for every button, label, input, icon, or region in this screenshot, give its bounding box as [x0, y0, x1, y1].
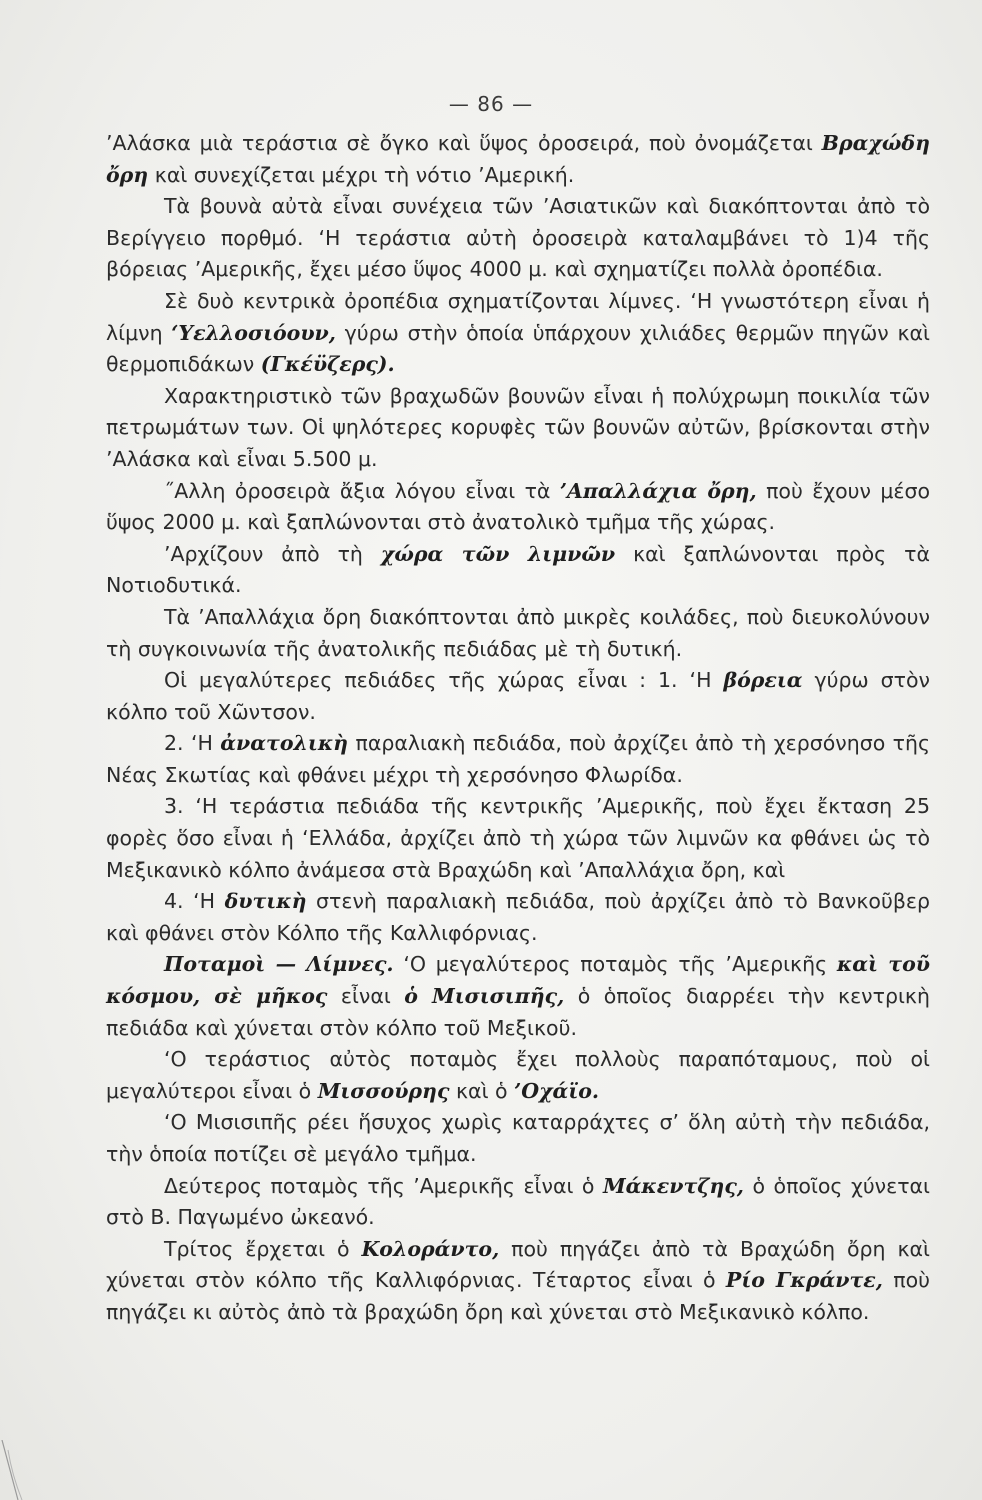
paragraph-14: ‘Ο Μισισιπῆς ρέει ἥσυχος χωρὶς καταρράχτες σ’ ὅλη αὐτὴ τὴν πεδιάδα, τὴν ὁποία ποτίζει σὲ μεγάλο τμῆμα.: [106, 1110, 930, 1166]
text-run: ˝Αλλη ὀροσειρὰ ἄξια λόγου εἶναι τὰ: [164, 478, 560, 503]
page-number: — 86 —: [448, 92, 534, 116]
body-text: [106, 128, 930, 1329]
text-run: ‘Ο μεγαλύτερος ποταμὸς τῆς ’Αμερικῆς: [393, 952, 837, 977]
term-world-length: καὶ τοῦ κόσμου, σὲ μῆκος: [106, 952, 931, 1009]
paragraph-3: [106, 286, 930, 381]
section-heading-rivers-lakes: Ποταμοὶ — Λίμνες.: [164, 952, 394, 977]
paragraph-6: [106, 539, 930, 602]
term-ohio: ’Οχάϊο.: [514, 1078, 600, 1103]
paragraph-16: [106, 1234, 930, 1329]
text-run: ποὺ πηγάζει ἀπὸ τὰ Βραχώδη ὄρη καὶ χύνεται στὸν κόλπο τῆς Καλλιφόρνιας. Τέταρτος εἶναι ὁ: [106, 1236, 930, 1293]
text-run: ’Αρχίζουν ἀπὸ τὴ: [164, 541, 381, 566]
term-vrachodi-ori: Βραχώδη ὄρη: [106, 131, 930, 187]
text-run: παραλιακὴ πεδιάδα, ποὺ ἀρχίζει ἀπὸ τὴ χερσόνησο τῆς Νέας Σκωτίας καὶ φθάνει μέχρι τὴ χερσόνησο Φλωρίδα.: [106, 731, 931, 787]
text-run: 2. ‘Η: [164, 731, 221, 756]
text-run: ὁ ὁποῖος χύνεται στὸ Β. Παγωμένο ὠκεανό.: [106, 1173, 930, 1230]
paragraph-10: 3. ‘Η τεράστια πεδιάδα τῆς κεντρικῆς ’Αμερικῆς, ποὺ ἔχει ἔκταση 25 φορὲς ὅσο εἶναι ἡ ‘Ελλάδα, ἀρχίζει ἀπὸ τὴ χώρα τῶν λιμνῶν κα φθάνει ὡς τὸ Μεξικανικὸ κόλπο ἀνάμεσα στὰ Βραχώδη καὶ ’Απαλλάχια ὄρη, καὶ: [106, 794, 930, 882]
text-run: εἶναι: [327, 984, 405, 1009]
text-run: Σὲ δυὸ κεντρικὰ ὀροπέδια σχηματίζονται λίμνες. ‘Η γνωστότερη εἶναι ἡ λίμνη: [106, 288, 930, 345]
term-eastern: ἀνατολικὴ: [220, 731, 349, 756]
term-lake-country: χώρα τῶν λιμνῶν: [380, 541, 616, 566]
paragraph-9: [106, 728, 930, 791]
text-run: καὶ ξαπλώνονται πρὸς τὰ Νοτιοδυτικά.: [106, 541, 930, 598]
term-rio-grande: Ρίο Γκράντε,: [725, 1268, 883, 1293]
paragraph-7: Τὰ ’Απαλλάχια ὄρη διακόπτονται ἀπὸ μικρὲς κοιλάδες, ποὺ διευκολύνουν τὴ συγκοινωνία τῆς ἀνατολικῆς πεδιάδας μὲ τὴ δυτική.: [106, 604, 930, 661]
text-run: Οἱ μεγαλύτερες πεδιάδες τῆς χώρας εἶναι : 1. ‘Η: [164, 668, 724, 693]
text-run: ὁ ὁποῖος διαρρέει τὴν κεντρικὴ πεδιάδα καὶ χύνεται στὸν κόλπο τοῦ Μεξικοῦ.: [106, 984, 930, 1040]
term-yellowstone: ‘Υελλοσιόουν,: [171, 320, 336, 345]
paragraph-5: [106, 476, 930, 539]
term-western: δυτικὴ: [224, 889, 307, 914]
text-run: στενὴ παραλιακὴ πεδιάδα, ποὺ ἀρχίζει ἀπὸ τὸ Βανκοῦβερ καὶ φθάνει στὸν Κόλπο τῆς Καλλιφόρνιας.: [106, 889, 930, 945]
paragraph-2: Τὰ βουνὰ αὐτὰ εἶναι συνέχεια τῶν ’Ασιατικῶν καὶ διακόπτονται ἀπὸ τὸ Βερίγγειο πορθμό. ‘Η τεράστια αὐτὴ ὀροσειρὰ καταλαμβάνει τὸ 1)4 τῆς βόρειας ’Αμερικῆς, ἔχει μέσο ὕψος 4000 μ. καὶ σχηματίζει πολλὰ ὀροπέδια.: [106, 194, 930, 282]
term-appalachian: ’Απαλλάχια ὄρη,: [559, 478, 757, 503]
text-run: ‘Ο τεράστιος αὐτὸς ποταμὸς ἔχει πολλοὺς παραπόταμους, ποὺ οἱ μεγαλύτεροι εἶναι ὁ: [106, 1047, 930, 1103]
text-run: Δεύτερος ποταμὸς τῆς ’Αμερικῆς εἶναι ὁ: [164, 1173, 603, 1198]
text-run: καὶ συνεχίζεται μέχρι τὴ νότιο ’Αμερική.: [148, 162, 575, 187]
term-colorado: Κολοράντο,: [361, 1236, 500, 1261]
term-mackenzie: Μάκεντζης,: [602, 1173, 744, 1198]
paragraph-13: [106, 1044, 930, 1107]
text-run: γύρω στὸν κόλπο τοῦ Χῶντσον.: [106, 668, 930, 724]
paragraph-15: [106, 1171, 930, 1234]
paragraph-4: Χαρακτηριστικὸ τῶν βραχωδῶν βουνῶν εἶναι ἡ πολύχρωμη ποικιλία τῶν πετρωμάτων των. Οἱ ψηλότερες κορυφὲς τῶν βουνῶν αὐτῶν, βρίσκονται στὴν ’Αλάσκα καὶ εἶναι 5.500 μ.: [106, 383, 930, 471]
paragraph-8: [106, 665, 930, 728]
term-northern: βόρεια: [723, 668, 803, 693]
text-run: ποὺ ἔχουν μέσο ὕψος 2000 μ. καὶ ξαπλώνονται στὸ ἀνατολικὸ τμῆμα τῆς χώρας.: [106, 478, 931, 535]
text-run: ποὺ πηγάζει κι αὐτὸς ἀπὸ τὰ βραχώδη ὄρη καὶ χύνεται στὸ Μεξικανικὸ κόλπο.: [106, 1268, 930, 1324]
text-run: Τρίτος ἔρχεται ὁ: [164, 1236, 362, 1261]
term-geysers: (Γκέϋζερς).: [260, 352, 395, 377]
binding-mark: [0, 1440, 30, 1500]
paragraph-12: [106, 949, 930, 1044]
paragraph-11: [106, 886, 930, 949]
term-missouri: Μισσούρης: [317, 1078, 450, 1103]
text-run: ’Αλάσκα μιὰ τεράστια σὲ ὄγκο καὶ ὕψος ὀροσειρά, ποὺ ὀνομάζεται: [106, 131, 822, 155]
term-mississippi: ὁ Μισισιπῆς,: [404, 984, 565, 1009]
text-run: 4. ‘Η: [164, 889, 225, 914]
text-run: γύρω στὴν ὁποία ὑπάρχουν χιλιάδες θερμῶν πηγῶν καὶ θερμοπιδάκων: [106, 320, 930, 377]
paragraph-1: [106, 128, 930, 191]
text-run: καὶ ὁ: [449, 1078, 515, 1103]
